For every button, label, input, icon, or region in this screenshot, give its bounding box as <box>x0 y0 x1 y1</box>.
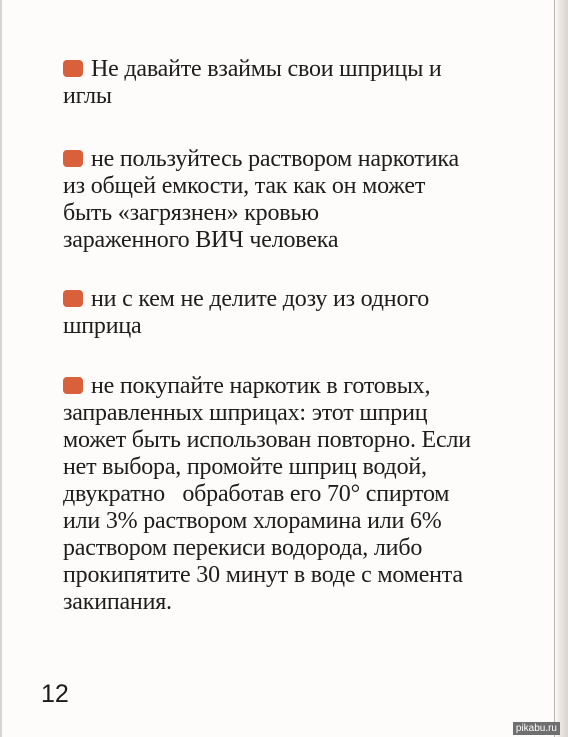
list-item <box>63 286 543 340</box>
list-item-line: заправленных шприцах: этот шприц <box>63 400 428 426</box>
list-item-line: быть «загрязнен» кровью <box>63 200 319 226</box>
list-item <box>63 56 543 110</box>
list-item-line: не пользуйтесь раствором наркотика <box>63 146 543 173</box>
watermark: pikabu.ru <box>513 722 560 735</box>
list-item-line: шприца <box>63 313 142 339</box>
list-item-line: нет выбора, промойте шприц водой, <box>63 454 427 480</box>
bullet-square-icon <box>63 150 83 167</box>
list-item-line: ни с кем не делите дозу из одного <box>63 286 543 313</box>
list-item-line: иглы <box>63 83 112 109</box>
bullet-square-icon <box>63 60 83 77</box>
page-right-edge <box>554 0 568 737</box>
page-number: 12 <box>41 680 69 708</box>
page-left-edge <box>0 0 2 737</box>
list-item-line: не покупайте наркотик в готовых, <box>63 373 543 400</box>
list-item-line: раствором перекиси водорода, либо <box>63 535 423 561</box>
list-item-line: зараженного ВИЧ человека <box>63 227 339 253</box>
bullet-square-icon <box>63 377 83 394</box>
list-item-line: может быть использован повторно. Если <box>63 427 471 453</box>
list-item-line: из общей емкости, так как он может <box>63 173 426 199</box>
page-right-edge-line <box>554 0 555 737</box>
list-item <box>63 373 543 616</box>
list-item-line: или 3% раствором хлорамина или 6% <box>63 508 442 534</box>
list-item-line: прокипятите 30 минут в воде с момента <box>63 562 463 588</box>
list-item-line: закипания. <box>63 589 172 615</box>
list-item-line: двукратно обработав его 70° спиртом <box>63 481 450 507</box>
list-item-line: Не давайте взаймы свои шприцы и <box>63 56 543 83</box>
list-item <box>63 146 543 254</box>
bullet-square-icon <box>63 290 83 307</box>
